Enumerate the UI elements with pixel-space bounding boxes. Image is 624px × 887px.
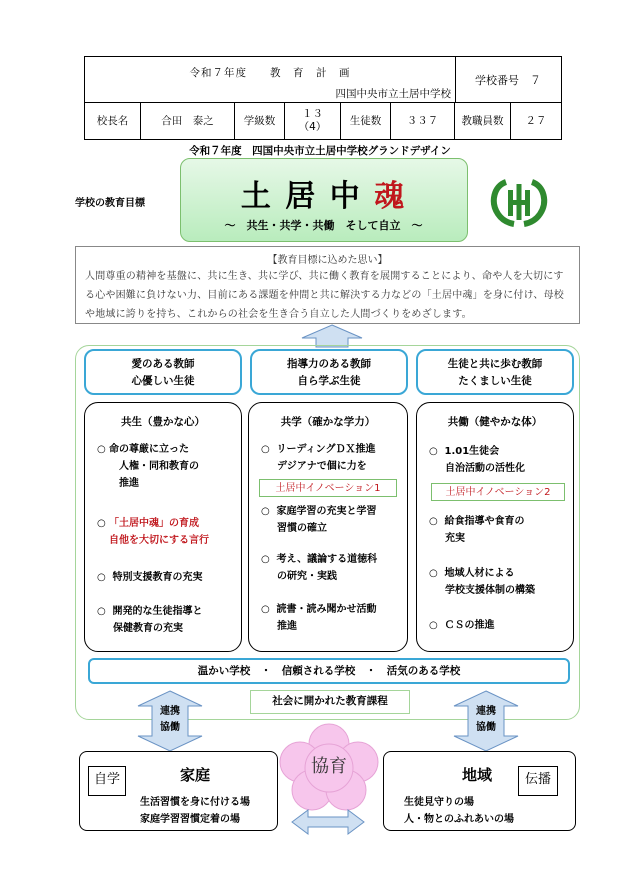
- circle-bullet: ○: [97, 444, 106, 455]
- circle-bullet: ○: [97, 606, 106, 617]
- item-text: 自治活動の活性化: [445, 463, 525, 474]
- goal-label: 学校の教育目標: [75, 198, 145, 209]
- ideal-box-2: [250, 349, 408, 395]
- column-3-item-1: [429, 443, 525, 477]
- classes-label: 学級数: [235, 102, 285, 139]
- item-text: ＣＳの推進: [444, 620, 495, 631]
- home-title: 家庭: [180, 766, 211, 784]
- circle-bullet: ○: [429, 568, 438, 579]
- item-text: 命の尊厳に立った: [109, 444, 189, 455]
- circle-bullet: ○: [97, 572, 106, 583]
- grand-design-title: 令和７年度 四国中央市立土居中学校グランドデザイン: [189, 145, 451, 157]
- item-text: 推進: [277, 621, 297, 632]
- principal-name: 合田 泰之: [141, 102, 235, 139]
- staff-label: 教職員数: [455, 102, 511, 139]
- link-text: 連携: [476, 706, 496, 717]
- thoughts-body: 人間尊重の精神を基盤に、共に生き、共に学び、共に働く教育を展開することにより、命や人を大切にする心や困難に負けない力、目前にある課題を仲間と共に解決する力などの「土居中魂」を身に付け、母校や地域に誇りを持ち、これからの社会を生き合う自立した人間づくりをめざします。: [85, 271, 564, 320]
- column-2-title: 共学（確かな学力）: [280, 416, 376, 428]
- column-3-item-4: [429, 617, 494, 634]
- item-text: 学校支援体制の構築: [445, 585, 535, 596]
- ideal-1-teacher: 愛のある教師: [131, 358, 195, 370]
- column-kyosei: [84, 402, 242, 652]
- item-text: 習慣の確立: [277, 523, 327, 534]
- community-box: [383, 751, 576, 831]
- item-text: の研究・実践: [277, 571, 337, 582]
- thoughts-heading: 【教育目標に込めた思い】: [267, 255, 388, 266]
- column-2-item-4: [261, 601, 376, 635]
- plan-title: 令和７年度 教 育 計 画: [189, 66, 351, 79]
- link-text: 協働: [160, 722, 180, 733]
- community-line: 人・物とのふれあいの場: [404, 814, 514, 825]
- classes-special: （4）: [298, 120, 327, 133]
- link-text: 協働: [476, 722, 496, 733]
- ideal-3-teacher: 生徒と共に歩む教師: [447, 358, 543, 370]
- column-1-item-3: [97, 569, 202, 586]
- column-2-item-2: [261, 503, 376, 537]
- item-text: 1.01生徒会: [444, 446, 500, 457]
- ideal-2-student: 自ら学ぶ生徒: [297, 375, 361, 387]
- horizontal-arrow-icon: [290, 808, 366, 836]
- classes-value: [285, 102, 341, 139]
- column-3-title: 共働（健やかな体）: [447, 416, 543, 428]
- ideal-box-3: [416, 349, 574, 395]
- item-text: 人権・同和教育の: [119, 461, 199, 472]
- circle-bullet: ○: [97, 518, 106, 529]
- item-text: 家庭学習の充実と学習: [276, 506, 377, 517]
- goal-main-text: 土 居 中: [240, 179, 362, 214]
- item-text: 「土居中魂」の育成: [109, 518, 199, 529]
- circle-bullet: ○: [261, 506, 270, 517]
- classes-count: １３: [302, 107, 323, 120]
- thoughts-box: [75, 246, 580, 324]
- item-text: 推進: [119, 478, 139, 489]
- goal-main: [181, 171, 466, 215]
- item-text: 自他を大切にする言行: [109, 535, 209, 546]
- left-link-label: [152, 704, 188, 736]
- item-text: 地域人材による: [444, 568, 515, 579]
- community-line: 生徒見守りの場: [404, 797, 474, 808]
- item-text: 給食指導や食育の: [444, 516, 525, 527]
- students-value: ３３７: [391, 102, 455, 139]
- column-3-item-2: [429, 513, 524, 547]
- item-text: リーディングＤＸ推進: [276, 444, 376, 455]
- item-text: 保健教育の充実: [113, 623, 183, 634]
- community-lines: [404, 794, 514, 828]
- community-title: 地域: [462, 766, 493, 784]
- ideal-3-student: たくましい生徒: [458, 375, 532, 387]
- column-1-item-4: [97, 603, 202, 637]
- home-tag: 自学: [88, 766, 126, 796]
- item-text: 特別支援教育の充実: [112, 572, 203, 583]
- innovation-2-badge: 土居中イノベーション2: [431, 483, 565, 501]
- ideal-2-teacher: 指導力のある教師: [287, 358, 371, 370]
- circle-bullet: ○: [261, 444, 270, 455]
- school-emblem-icon: [488, 176, 550, 228]
- header-table: [84, 56, 562, 140]
- ideal-1-student: 心優しい生徒: [131, 375, 195, 387]
- circle-bullet: ○: [261, 604, 270, 615]
- column-3-item-3: [429, 565, 535, 599]
- ideal-box-1: [84, 349, 242, 395]
- circle-bullet: ○: [429, 620, 438, 631]
- school-name: 四国中央市立土居中学校: [335, 87, 451, 100]
- school-vision: 温かい学校 ・ 信頼される学校 ・ 活気のある学校: [88, 658, 570, 684]
- principal-label: 校長名: [85, 102, 141, 139]
- staff-value: ２７: [525, 115, 547, 127]
- students-label: 生徒数: [341, 102, 391, 139]
- home-box: [79, 751, 278, 831]
- school-number: 学校番号 ７: [475, 73, 541, 87]
- goal-sub: ～ 共生・共学・共働 そして自立 ～: [224, 219, 423, 232]
- column-2-item-1: [261, 441, 375, 475]
- item-text: 考え、議論する道徳科: [276, 554, 378, 565]
- right-link-label: [468, 704, 504, 736]
- column-1-title: 共生（豊かな心）: [121, 416, 205, 428]
- link-text: 連携: [160, 706, 180, 717]
- item-text: 充実: [445, 533, 465, 544]
- column-kyodo: [416, 402, 574, 652]
- column-kyogaku: [248, 402, 408, 652]
- column-1-item-2: [97, 515, 209, 549]
- column-2-item-3: [261, 551, 377, 585]
- community-tag: 伝播: [518, 766, 558, 796]
- kyoiku-text: 協育: [311, 756, 347, 777]
- innovation-1-badge: 土居中イノベーション1: [259, 479, 397, 497]
- item-text: 読書・読み聞かせ活動: [276, 604, 377, 615]
- home-lines: [140, 794, 250, 828]
- curriculum-box: 社会に開かれた教育課程: [250, 690, 410, 714]
- item-text: 開発的な生徒指導と: [112, 606, 203, 617]
- circle-bullet: ○: [429, 446, 438, 457]
- circle-bullet: ○: [429, 516, 438, 527]
- goal-box: [180, 158, 468, 242]
- home-line: 家庭学習習慣定着の場: [140, 814, 240, 825]
- item-text: デジアナで個に力を: [277, 461, 367, 472]
- column-1-item-1: [97, 441, 199, 492]
- goal-main-red: 魂: [374, 179, 407, 214]
- circle-bullet: ○: [261, 554, 270, 565]
- home-line: 生活習慣を身に付ける場: [140, 797, 250, 808]
